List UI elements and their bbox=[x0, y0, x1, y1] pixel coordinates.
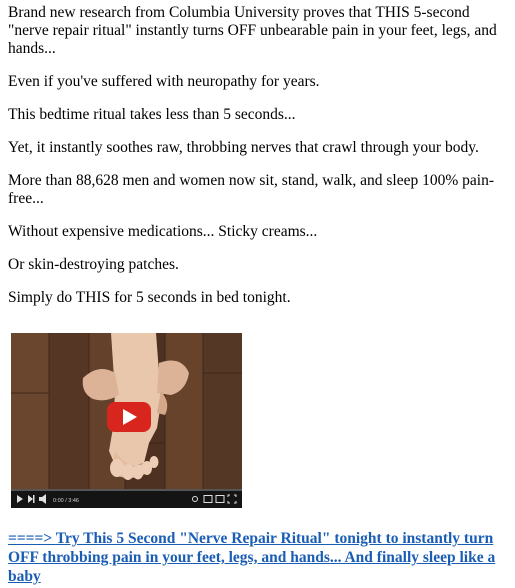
cta-link[interactable]: ====> Try This 5 Second "Nerve Repair Ritual" tonight to instantly turn OFF throbbing pain in your feet, legs, and hands... And finally sleep like a baby bbox=[8, 530, 496, 585]
paragraph-neuropathy: Even if you've suffered with neuropathy for years. bbox=[8, 73, 320, 90]
paragraph-soothes: Yet, it instantly soothes raw, throbbing nerves that crawl through your body. bbox=[8, 139, 479, 156]
paragraph-patches: Or skin-destroying patches. bbox=[8, 256, 179, 273]
paragraph-medications: Without expensive medications... Sticky creams... bbox=[8, 223, 318, 240]
paragraph-intro: Brand new research from Columbia University proves that THIS 5-second "nerve repair ritual" instantly turns OFF unbearable pain in your feet, legs, and hands... bbox=[8, 4, 497, 57]
article-body bbox=[8, 4, 508, 322]
paragraph-instruction: Simply do THIS for 5 seconds in bed tonight. bbox=[8, 289, 291, 306]
video-player[interactable] bbox=[11, 333, 242, 508]
paragraph-bedtime: This bedtime ritual takes less than 5 seconds... bbox=[8, 106, 296, 123]
video-progress-track[interactable] bbox=[11, 489, 242, 491]
video-thumbnail bbox=[11, 333, 242, 508]
video-time-display: 0:00 / 3:46 bbox=[53, 498, 79, 504]
paragraph-testimonial-count: More than 88,628 men and women now sit, stand, walk, and sleep 100% pain-free... bbox=[8, 172, 495, 207]
play-icon[interactable] bbox=[107, 402, 151, 432]
